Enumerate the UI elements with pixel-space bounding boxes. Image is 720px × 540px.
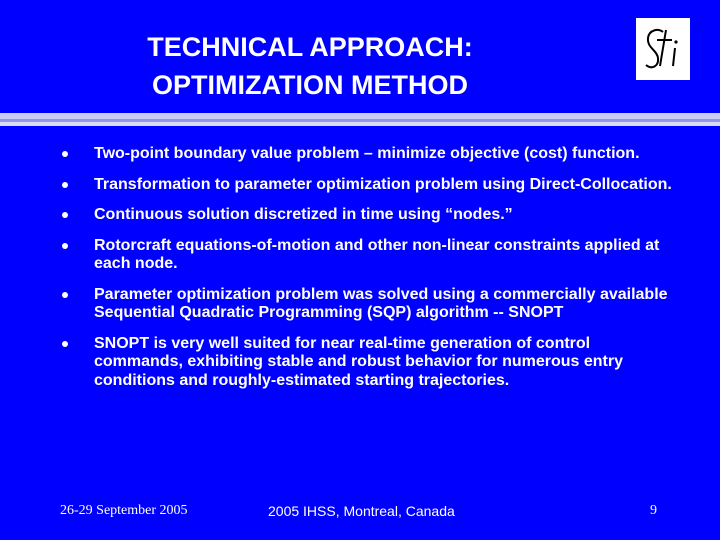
bullet-list [62, 145, 682, 402]
bullet-item [62, 335, 682, 391]
bullet-item [62, 206, 682, 225]
bullet-text: Transformation to parameter optimization problem using Direct-Collocation. [94, 175, 672, 193]
bullet-text: Parameter optimization problem was solved using a commercially available Sequential Quadratic Programming (SQP) algorithm -- SNOPT [94, 285, 668, 321]
title-line-1: TECHNICAL APPROACH: [147, 32, 473, 62]
bullet-dot-icon [62, 182, 68, 188]
bullet-item [62, 176, 682, 195]
bullet-dot-icon [62, 292, 68, 298]
bullet-dot-icon [62, 151, 68, 157]
page-number: 9 [650, 503, 657, 518]
bullet-item [62, 145, 682, 164]
bullet-dot-icon [62, 243, 68, 249]
bullet-text: SNOPT is very well suited for near real-time generation of control commands, exhibiting stable and robust behavior for numerous entry conditions and roughly-estimated starting trajectories. [94, 334, 623, 389]
bullet-text: Rotorcraft equations-of-motion and other non-linear constraints applied at each node. [94, 236, 660, 272]
bullet-text: Continuous solution discretized in time using “nodes.” [94, 206, 513, 223]
footer-date: 26-29 September 2005 [60, 503, 188, 518]
footer-event: 2005 IHSS, Montreal, Canada [268, 503, 455, 519]
slide-title [90, 28, 530, 104]
title-line-2: OPTIMIZATION METHOD [152, 70, 468, 100]
sti-logo-icon [636, 18, 690, 80]
bullet-dot-icon [62, 212, 68, 218]
header-rule-bottom [0, 122, 720, 126]
bullet-item [62, 286, 682, 323]
bullet-item [62, 237, 682, 274]
bullet-text: Two-point boundary value problem – minimize objective (cost) function. [94, 145, 640, 162]
bullet-dot-icon [62, 341, 68, 347]
